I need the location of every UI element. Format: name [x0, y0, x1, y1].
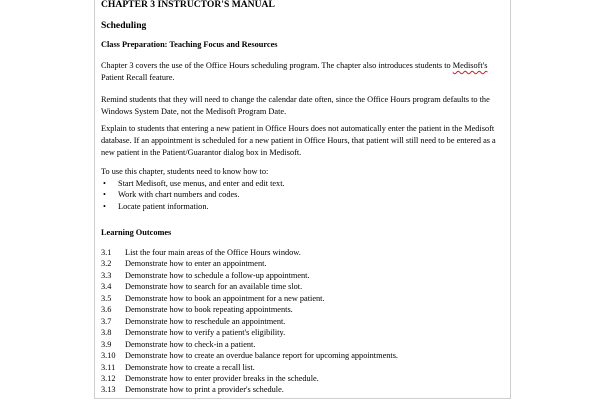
paragraph-intro-before: Chapter 3 covers the use of the Office Hours scheduling program. The chapter also introduces students to [101, 61, 453, 70]
bullet-icon: • [103, 179, 106, 188]
outcome-item: 3.7 Demonstrate how to reschedule an appointment. [101, 316, 286, 326]
outcome-item: 3.6 Demonstrate how to book repeating appointments. [101, 305, 293, 315]
list-item: • Work with chart numbers and codes. [103, 190, 240, 200]
outcome-item: 3.4 Demonstrate how to search for an available time slot. [101, 282, 303, 292]
document-page [94, 0, 511, 399]
learning-outcomes-list [101, 247, 398, 396]
outcome-item: 3.10 Demonstrate how to create an overdue balance report for upcoming appointments. [101, 351, 399, 361]
bullet-icon: • [103, 201, 106, 211]
outcome-item: 3.13 Demonstrate how to print a provider's schedule. [101, 385, 284, 395]
outcome-item: 3.12 Demonstrate how to enter provider breaks in the schedule. [101, 373, 319, 383]
outcome-item: 3.1 List the four main areas of the Office Hours window. [101, 248, 301, 257]
outcome-item: 3.3 Demonstrate how to schedule a follow-up appointment. [101, 270, 310, 280]
chapter-title: CHAPTER 3 INSTRUCTOR'S MANUAL [101, 0, 275, 10]
bullet-icon: • [103, 190, 106, 200]
paragraph-new-patient: Explain to students that entering a new patient in Office Hours does not automatically enter the patient in the Medisoft database. If an appointment is scheduled for a new patient in Office Hours, that patient will still need to be entered as a new patient in the Patient/Guarantor dialog box in Medisoft. [101, 124, 496, 157]
learning-outcomes-title: Learning Outcomes [101, 228, 172, 237]
paragraph-intro-after: Patient Recall feature. [101, 72, 175, 82]
outcome-item: 3.2 Demonstrate how to enter an appointment. [101, 259, 267, 269]
list-item: • Locate patient information. [103, 201, 209, 211]
list-item: • Start Medisoft, use menus, and enter and edit text. [103, 179, 285, 188]
outcome-item: 3.9 Demonstrate how to check-in a patient. [101, 339, 256, 349]
prerequisite-list [101, 178, 285, 212]
spellcheck-flagged-word[interactable]: Medisoft's [452, 61, 488, 70]
outcome-item: 3.5 Demonstrate how to book an appointment for a new patient. [101, 293, 325, 303]
paragraph-intro [101, 60, 509, 84]
outcome-item: 3.8 Demonstrate how to verify a patient's eligibility. [101, 328, 286, 338]
outcome-item: 3.11 Demonstrate how to create a recall list. [101, 362, 255, 372]
paragraph-prerequisites: To use this chapter, students need to know how to: [101, 167, 269, 176]
section-title: Scheduling [101, 20, 147, 31]
paragraph-calendar-date: Remind students that they will need to change the calendar date often, since the Office Hours program defaults to the Windows System Date, not the Medisoft Program Date. [101, 95, 490, 116]
subsection-title: Class Preparation: Teaching Focus and Resources [101, 40, 278, 49]
